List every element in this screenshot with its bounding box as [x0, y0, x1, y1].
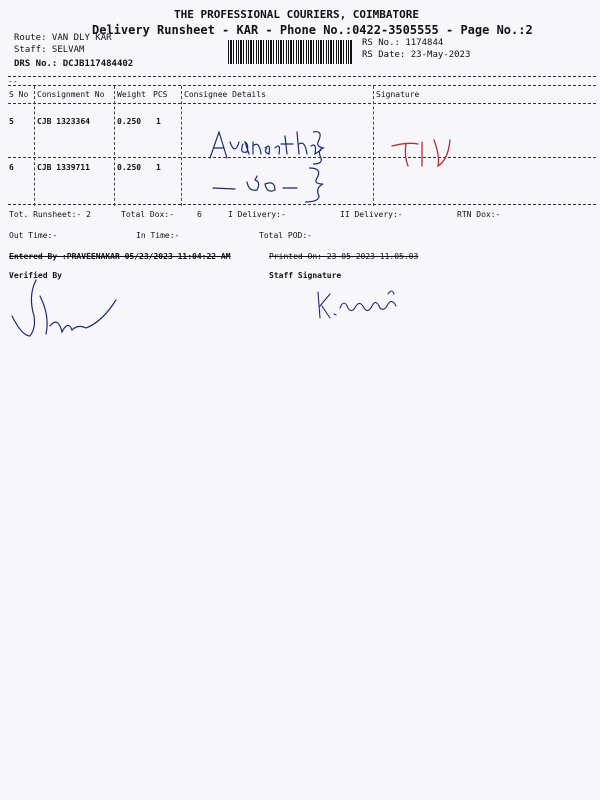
col-header-consignment: Consignment No	[37, 90, 105, 99]
row-weight: 0.250	[117, 117, 142, 126]
in-time: In Time:-	[136, 231, 180, 240]
col-header-pcs: PCS	[153, 90, 168, 99]
staff-signature-label: Staff Signature	[269, 271, 342, 280]
drs-number: DRS No.: DCJB117484402	[14, 59, 134, 69]
col-header-consignee: Consignee Details	[184, 90, 266, 99]
total-pod: Total POD:-	[259, 231, 312, 240]
row-pcs: 1	[156, 117, 161, 126]
col-header-sno: S No	[9, 90, 29, 99]
row-sno: 5	[9, 117, 14, 126]
ii-delivery: II Delivery:-	[340, 210, 403, 219]
rs-number: RS No.: 1174844	[362, 38, 444, 48]
row-consignment: CJB 1339711	[37, 163, 90, 172]
col-header-weight: Weight	[117, 90, 146, 99]
total-dox-label: Total Dox:-	[121, 210, 174, 219]
col-header-signature: Signature	[376, 90, 420, 99]
divider	[8, 76, 596, 77]
out-time: Out Time:-	[9, 231, 58, 240]
divider	[8, 85, 596, 86]
total-dox-value: 6	[197, 210, 202, 219]
entered-by: Entered By :PRAVEENAKAR 05/23/2023 11:04:22 AM	[9, 252, 231, 261]
column-line	[114, 86, 115, 206]
column-line	[34, 86, 35, 206]
i-delivery: I Delivery:-	[228, 210, 286, 219]
column-line	[181, 86, 182, 206]
handwritten-consignee-signature	[205, 118, 355, 203]
rs-date: RS Date: 23-May-2023	[362, 50, 471, 60]
runsheet-subtitle: Delivery Runsheet - KAR - Phone No.:0422-3505555 - Page No.:2	[92, 23, 533, 37]
verified-by-label: Verified By	[9, 271, 62, 280]
row-consignment: CJB 1323364	[37, 117, 90, 126]
row-sno: 6	[9, 163, 14, 172]
printed-on: Printed On: 23-05-2023 11.05.03	[269, 252, 419, 261]
column-line	[373, 86, 374, 206]
verified-by-signature	[6, 276, 126, 356]
rtn-dox: RTN Dox:-	[457, 210, 501, 219]
handwritten-delivery-signature	[388, 136, 468, 176]
row-pcs: 1	[156, 163, 161, 172]
row-weight: 0.250	[117, 163, 142, 172]
tot-runsheet: Tot. Runsheet:- 2	[9, 210, 91, 219]
company-name: THE PROFESSIONAL COURIERS, COIMBATORE	[174, 8, 420, 21]
staff-label: Staff: SELVAM	[14, 45, 85, 55]
staff-handwritten-signature	[314, 284, 414, 324]
divider	[8, 204, 596, 205]
route-label: Route: VAN DLY KAR	[14, 33, 112, 43]
barcode	[228, 40, 352, 64]
divider	[8, 103, 596, 104]
